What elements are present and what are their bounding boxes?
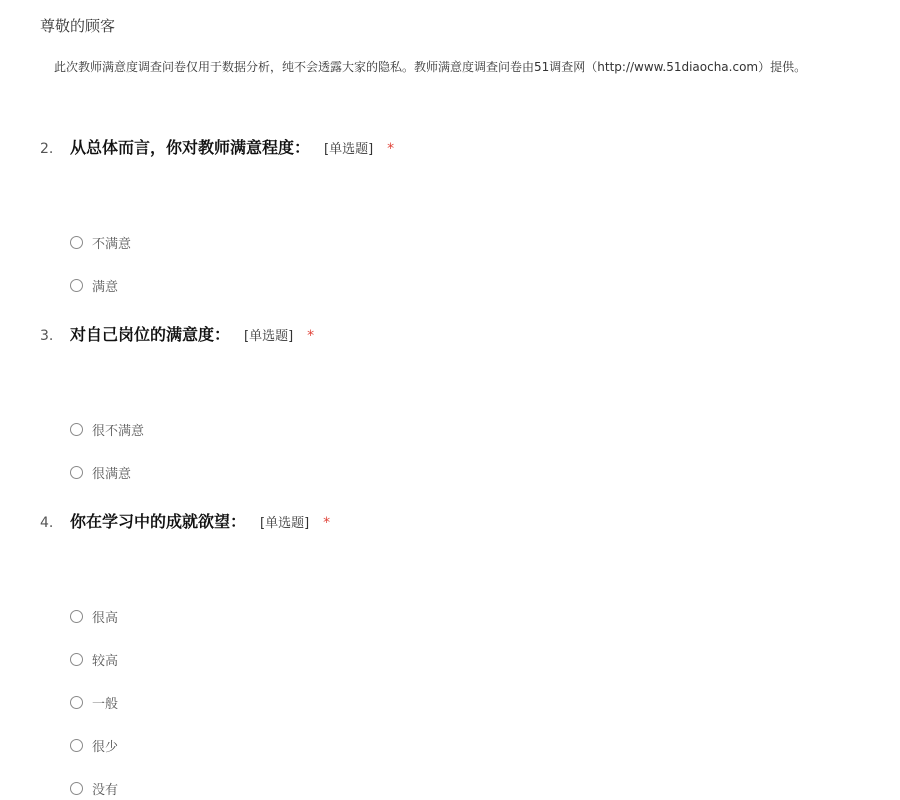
option-henshao[interactable] — [70, 736, 118, 755]
question-title: 从总体而言，你对教师满意程度： — [70, 138, 311, 157]
radio-button[interactable] — [70, 653, 83, 666]
question-3 — [40, 322, 315, 482]
question-header — [40, 322, 314, 346]
question-number: 3. — [40, 328, 54, 344]
radio-button[interactable] — [70, 610, 83, 623]
radio-button[interactable] — [70, 236, 83, 249]
option-meiyou[interactable] — [70, 779, 118, 798]
option-label: 很满意 — [92, 467, 132, 482]
option-label: 较高 — [92, 654, 119, 669]
option-jiaogao[interactable] — [70, 650, 118, 669]
question-title: 对自己岗位的满意度： — [70, 325, 231, 344]
option-manyi[interactable] — [70, 276, 118, 295]
option-label: 很高 — [92, 611, 119, 626]
option-label: 一般 — [92, 697, 119, 712]
option-henbumanyi[interactable] — [70, 420, 144, 439]
required-marker: * — [323, 515, 331, 531]
option-label: 没有 — [92, 783, 119, 798]
radio-button[interactable] — [70, 782, 83, 795]
option-henmanyi[interactable] — [70, 463, 131, 482]
radio-button[interactable] — [70, 423, 83, 436]
option-label: 不满意 — [92, 237, 132, 252]
survey-greeting: 尊敬的顾客 — [40, 17, 116, 35]
option-hengao[interactable] — [70, 607, 118, 626]
option-yiban[interactable] — [70, 693, 118, 712]
survey-intro: 此次教师满意度调查问卷仅用于数据分析，纯不会透露大家的隐私。教师满意度调查问卷由51调查网（http://www.51diaocha.com）提供。 — [54, 60, 807, 74]
question-type-tag: [单选题] — [244, 329, 294, 344]
question-title: 你在学习中的成就欲望： — [70, 512, 247, 531]
question-number: 2. — [40, 141, 54, 157]
option-label: 很不满意 — [92, 424, 145, 439]
question-type-tag: [单选题] — [324, 142, 374, 157]
option-label: 满意 — [92, 280, 119, 295]
radio-button[interactable] — [70, 739, 83, 752]
question-4 — [40, 509, 331, 798]
required-marker: * — [307, 328, 315, 344]
option-bumanyi[interactable] — [70, 233, 131, 252]
question-header — [40, 509, 330, 533]
question-number: 4. — [40, 515, 54, 531]
question-type-tag: [单选题] — [260, 516, 310, 531]
radio-button[interactable] — [70, 279, 83, 292]
radio-button[interactable] — [70, 466, 83, 479]
radio-button[interactable] — [70, 696, 83, 709]
option-label: 很少 — [92, 740, 119, 755]
required-marker: * — [387, 141, 395, 157]
question-header — [40, 135, 394, 159]
question-2 — [40, 135, 395, 295]
